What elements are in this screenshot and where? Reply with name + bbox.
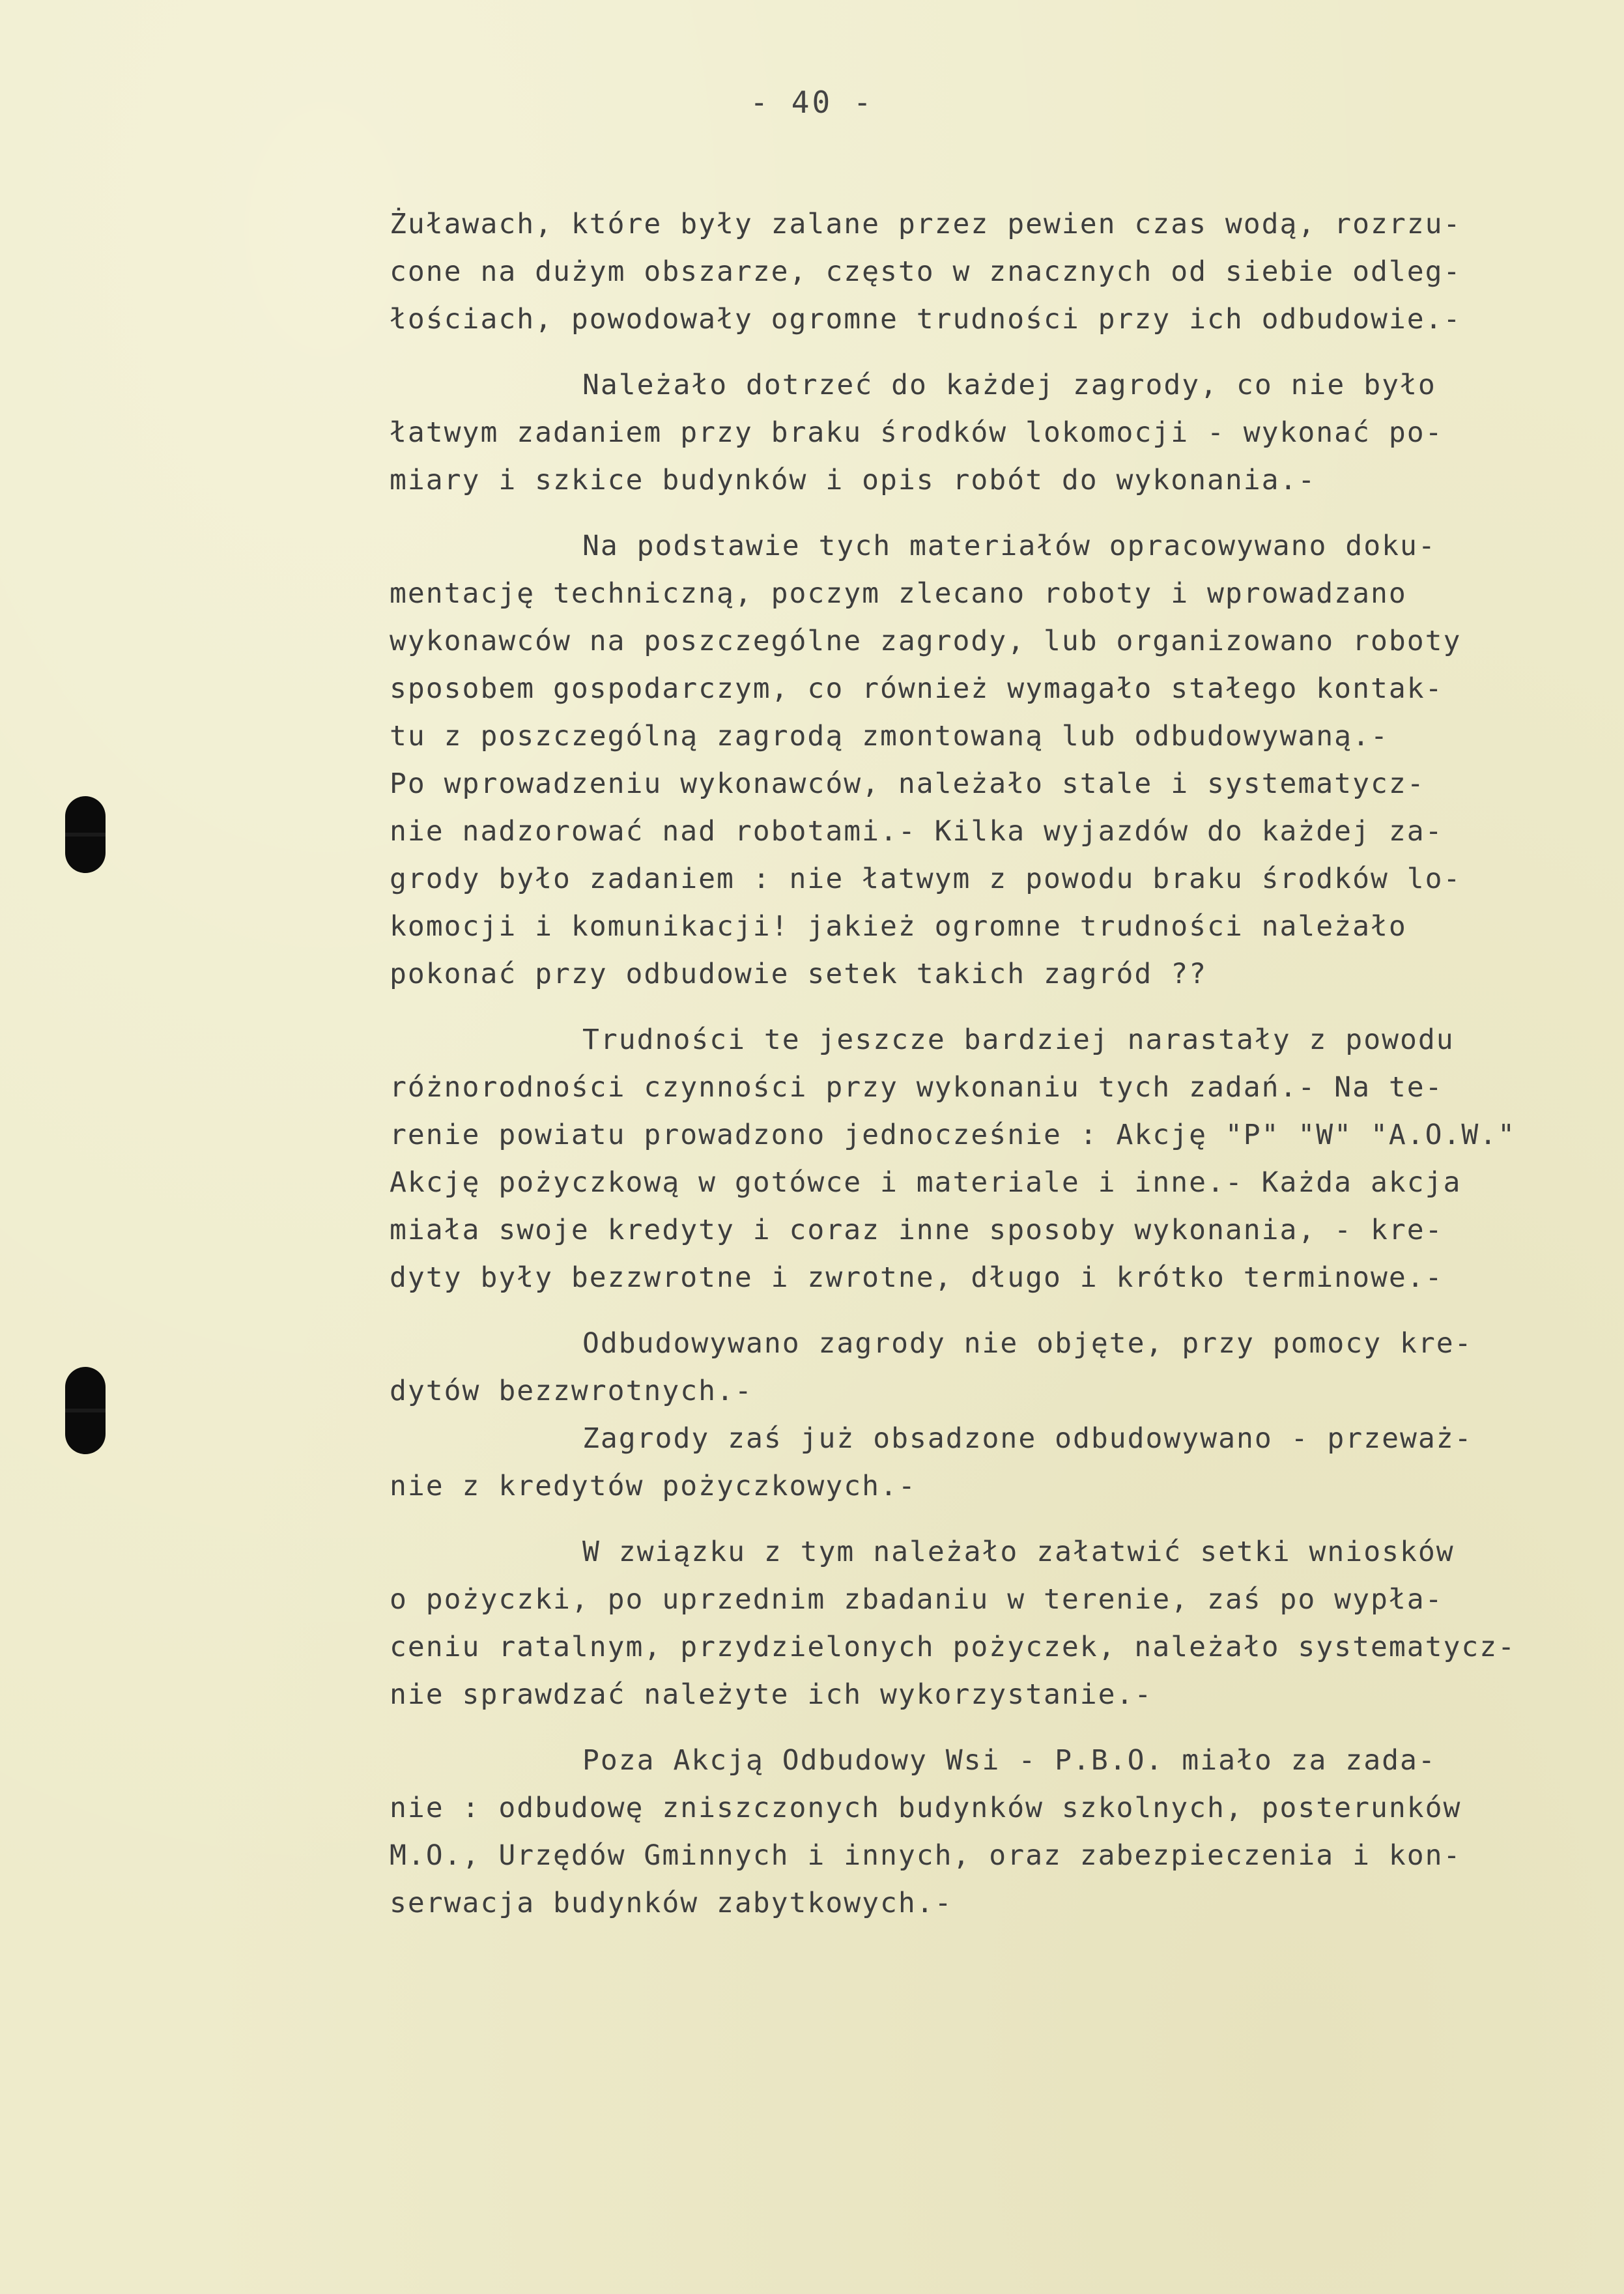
binder-hole-top [65, 796, 106, 873]
paragraph [390, 523, 1582, 998]
text-line: nie nadzorować nad robotami.- Kilka wyjazdów do każdej za- [390, 815, 1444, 848]
binder-hole-bottom [65, 1367, 106, 1454]
text-line: Akcję pożyczkową w gotówce i materiale i inne.- Każda akcja [390, 1166, 1462, 1199]
text-line: Trudności te jeszcze bardziej narastały z powodu [582, 1024, 1455, 1056]
text-line: miary i szkice budynków i opis robót do wykonania.- [390, 464, 1317, 496]
text-line: nie sprawdzać należyte ich wykorzystanie.- [390, 1678, 1153, 1711]
text-line: miała swoje kredyty i coraz inne sposoby wykonania, - kre- [390, 1214, 1444, 1246]
text-line: pokonać przy odbudowie setek takich zagród ?? [390, 958, 1207, 990]
text-line: Odbudowywano zagrody nie objęte, przy pomocy kre- [582, 1327, 1473, 1360]
body-text [390, 201, 1582, 1927]
text-line: Po wprowadzeniu wykonawców, należało stale i systematycz- [390, 767, 1425, 800]
text-line: Należało dotrzeć do każdej zagrody, co nie było [582, 369, 1436, 401]
text-line: sposobem gospodarczym, co również wymagało stałego kontak- [390, 672, 1444, 705]
text-line: łatwym zadaniem przy braku środków lokomocji - wykonać po- [390, 416, 1444, 449]
text-line: komocji i komunikacji! jakież ogromne trudności należało [390, 910, 1407, 943]
text-line: Na podstawie tych materiałów opracowywano doku- [582, 530, 1436, 562]
text-line: Zagrody zaś już obsadzone odbudowywano - przeważ- [582, 1422, 1473, 1455]
text-line: M.O., Urzędów Gminnych i innych, oraz zabezpieczenia i kon- [390, 1839, 1462, 1872]
paragraph [390, 1016, 1582, 1302]
text-line: ceniu ratalnym, przydzielonych pożyczek, należało systematycz- [390, 1631, 1517, 1663]
paragraph [390, 1320, 1582, 1415]
text-line: grody było zadaniem : nie łatwym z powodu braku środków lo- [390, 863, 1462, 895]
paragraph [390, 1737, 1582, 1927]
text-line: dytów bezzwrotnych.- [390, 1375, 753, 1407]
text-line: o pożyczki, po uprzednim zbadaniu w terenie, zaś po wypła- [390, 1583, 1444, 1616]
text-line: wykonawców na poszczególne zagrody, lub organizowano roboty [390, 625, 1462, 657]
paragraph [390, 362, 1582, 504]
text-line: W związku z tym należało załatwić setki wniosków [582, 1536, 1455, 1568]
text-line: Żuławach, które były zalane przez pewien czas wodą, rozrzu- [390, 208, 1462, 240]
text-line: mentację techniczną, poczym zlecano roboty i wprowadzano [390, 577, 1407, 610]
paragraph [390, 1415, 1582, 1510]
text-line: dyty były bezzwrotne i zwrotne, długo i krótko terminowe.- [390, 1261, 1444, 1294]
text-line: łościach, powodowały ogromne trudności przy ich odbudowie.- [390, 303, 1462, 336]
text-line: serwacja budynków zabytkowych.- [390, 1887, 953, 1919]
paragraph [390, 201, 1582, 343]
text-line: tu z poszczególną zagrodą zmontowaną lub odbudowywaną.- [390, 720, 1389, 753]
text-line: nie z kredytów pożyczkowych.- [390, 1470, 917, 1502]
text-line: różnorodności czynności przy wykonaniu tych zadań.- Na te- [390, 1071, 1444, 1104]
text-line: nie : odbudowę zniszczonych budynków szkolnych, posterunków [390, 1792, 1462, 1824]
text-line: Poza Akcją Odbudowy Wsi - P.B.O. miało za zada- [582, 1744, 1436, 1777]
text-line: cone na dużym obszarze, często w znacznych od siebie odleg- [390, 255, 1462, 288]
text-line: renie powiatu prowadzono jednocześnie : Akcję "P" "W" "A.O.W." [390, 1119, 1517, 1151]
page-number: - 40 - [750, 85, 874, 120]
paragraph [390, 1528, 1582, 1719]
